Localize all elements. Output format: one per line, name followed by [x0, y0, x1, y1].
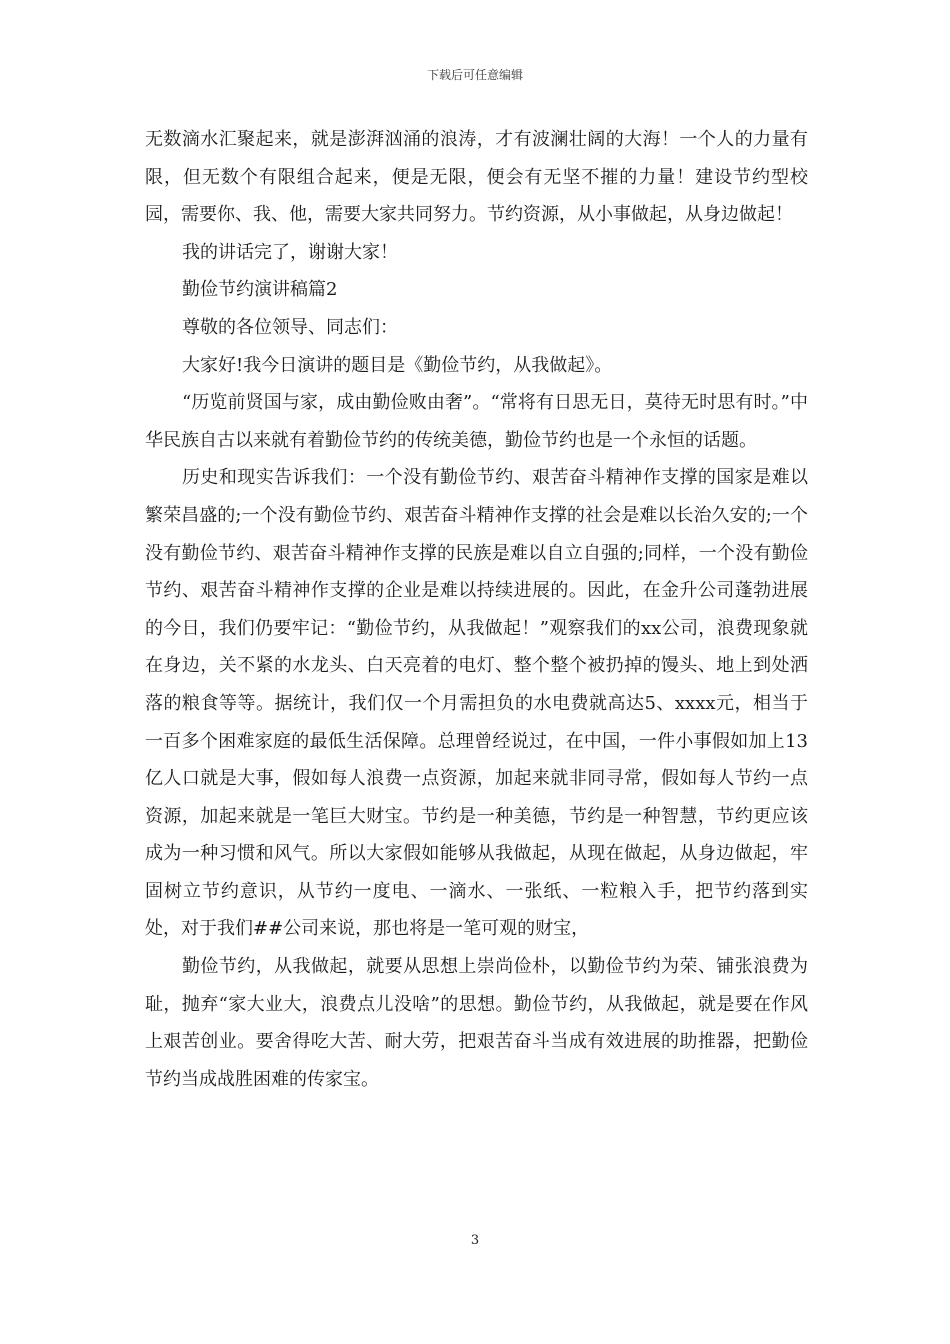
paragraph-continuation: 无数滴水汇聚起来，就是澎湃汹涌的浪涛，才有波澜壮阔的大海！一个人的力量有限，但无数个有限组合起来，便是无限，便会有无坚不摧的力量！建设节约型校园，需要你、我、他，需要大家共同努力。节约资源，从小事做起，从身边做起！: [145, 129, 808, 226]
salutation: 尊敬的各位领导、同志们：: [182, 316, 398, 338]
page-header: 下载后可任意编辑: [426, 68, 523, 82]
conclusion-paragraph: 勤俭节约，从我做起，就要从思想上崇尚俭朴，以勤俭节约为荣、铺张浪费为耻，抛弃“家大业大，浪费点儿没啥”的思想。勤俭节约，从我做起，就是要在作风上艰苦创业。要舍得吃大苦、耐大劳，把艰苦奋斗当成有效进展的助推器，把勤俭节约当成战胜困难的传家宝。: [145, 956, 808, 1090]
history-paragraph: 历史和现实告诉我们：一个没有勤俭节约、艰苦奋斗精神作支撑的国家是难以繁荣昌盛的;一个没有勤俭节约、艰苦奋斗精神作支撑的社会是难以长治久安的;一个没有勤俭节约、艰苦奋斗精神作支撑的民族是难以自立自强的;同样，一个没有勤俭节约、艰苦奋斗精神作支撑的企业是难以持续进展的。因此，在金升公司蓬勃进展的今日，我们仍要牢记：“勤俭节约，从我做起！”观察我们的xx公司，浪费现象就在身边，关不紧的水龙头、白天亮着的电灯、整个整个被扔掉的馒头、地上到处洒落的粮食等等。据统计，我们仅一个月需担负的水电费就高达5、xxxx元，相当于一百多个困难家庭的最低生活保障。总理曾经说过，在中国，一件小事假如加上13亿人口就是大事，假如每人浪费一点资源，加起来就非同寻常，假如每人节约一点资源，加起来就是一笔巨大财宝。节约是一种美德，节约是一种智慧，节约更应该成为一种习惯和风气。所以大家假如能够从我做起，从现在做起，从身边做起，牢固树立节约意识，从节约一度电、一滴水、一张纸、一粒粮入手，把节约落到实处，对于我们##公司来说，那也将是一笔可观的财宝，: [145, 467, 808, 940]
quote-paragraph: “历览前贤国与家，成由勤俭败由奢”。“常将有日思无日，莫待无时思有时。”中华民族自古以来就有着勤俭节约的传统美德，勤俭节约也是一个永恒的话题。: [145, 392, 808, 451]
page-number: 3: [470, 1233, 480, 1248]
paragraph-closing: 我的讲话完了，谢谢大家！: [182, 241, 398, 263]
document-body: [145, 121, 808, 1098]
section-title: 勤俭节约演讲稿篇2: [182, 279, 338, 301]
greeting-paragraph: 大家好!我今日演讲的题目是《勤俭节约，从我做起》。: [182, 354, 613, 376]
